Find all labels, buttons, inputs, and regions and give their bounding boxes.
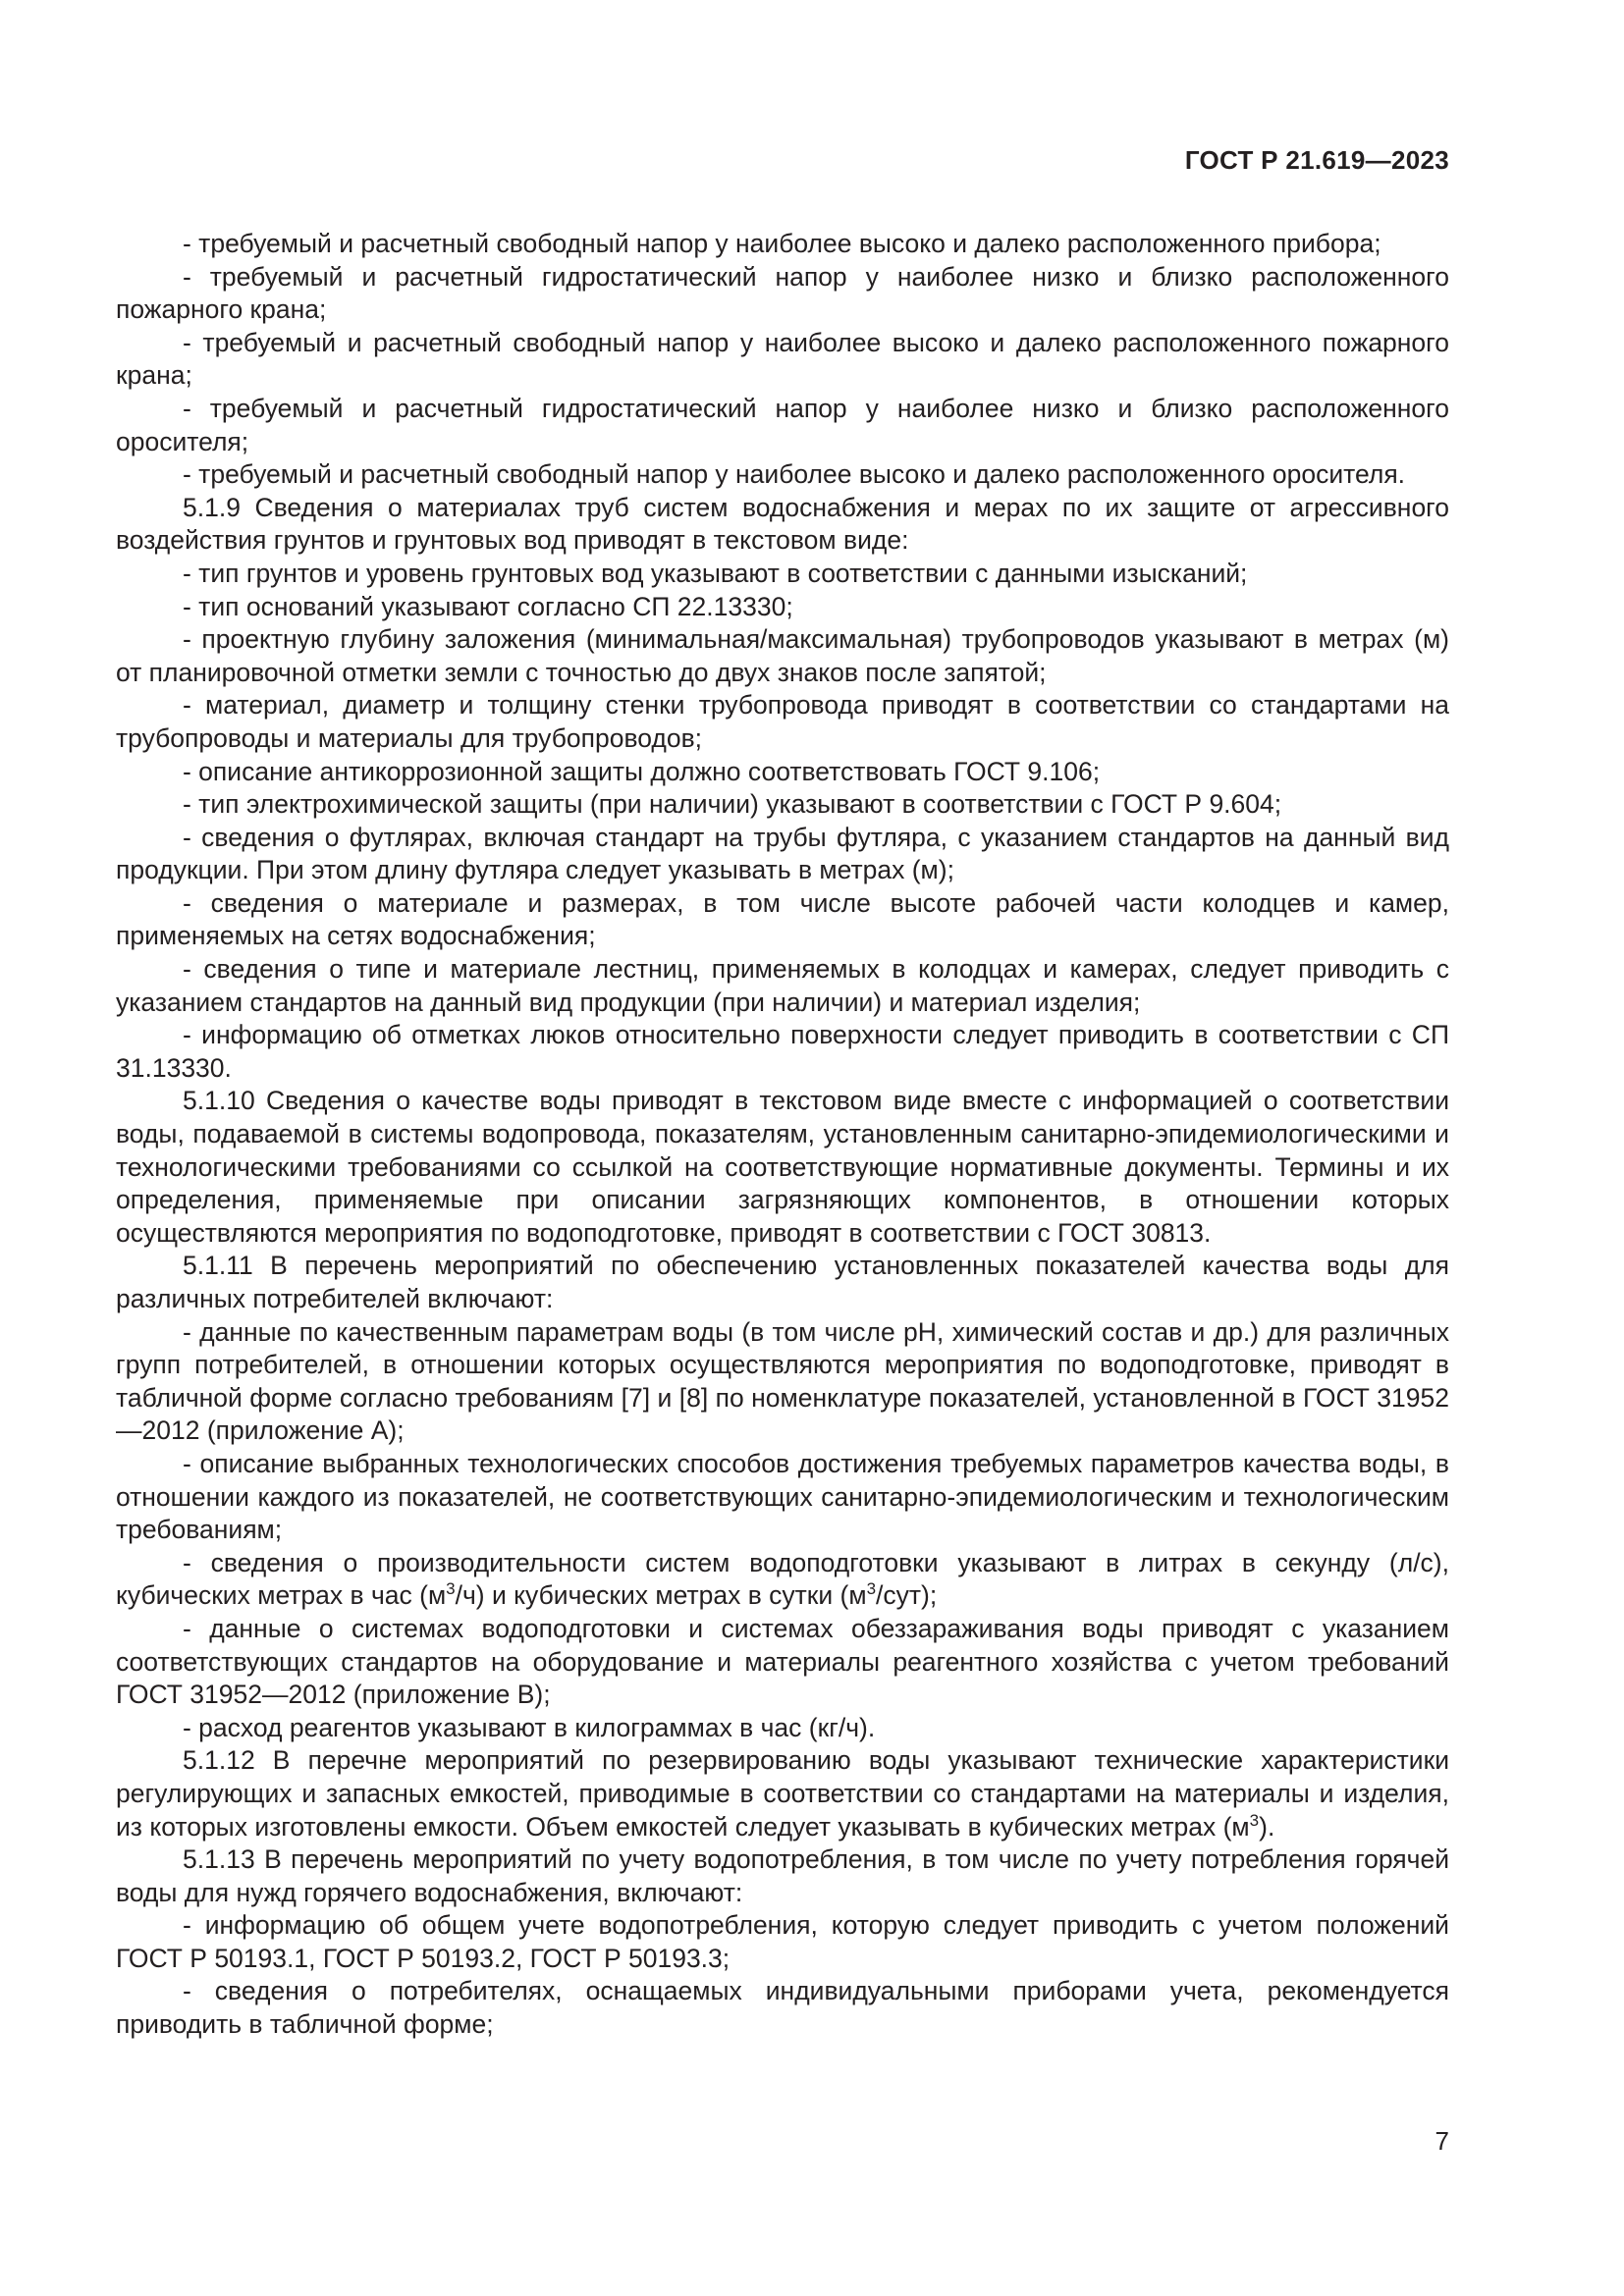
paragraph: - сведения о потребителях, оснащаемых индивидуальными приборами учета, рекомендуется приводить в табличной форме;: [116, 1976, 1449, 2040]
paragraph-flow-rate: [116, 1547, 1449, 1613]
paragraph: - сведения о материале и размерах, в том числе высоте рабочей части колодцев и камер, применяемых на сетях водоснабжения;: [116, 887, 1449, 951]
section-5-1-11: 5.1.11 В перечень мероприятий по обеспечению установленных показателей качества воды для различных потребителей включают:: [116, 1251, 1449, 1313]
paragraph: - требуемый и расчетный гидростатический напор у наиболее низко и близко расположенного оросителя;: [116, 393, 1449, 456]
superscript: 3: [446, 1579, 456, 1599]
text-run: /ч) и кубических метрах в сутки (м: [455, 1580, 867, 1611]
paragraph: - данные о системах водоподготовки и системах обеззараживания воды приводят с указанием соответствующих стандартов на оборудование и материалы реагентного хозяйства с учетом требований ГОСТ 31952—2012 (приложение В);: [116, 1613, 1449, 1710]
paragraph: - материал, диаметр и толщину стенки трубопровода приводят в соответствии со стандартами на трубопроводы и материалы для трубопроводов;: [116, 690, 1449, 753]
paragraph: - описание выбранных технологических способов достижения требуемых параметров качества воды, в отношении каждого из показателей, не соответствующих санитарно-эпидемиологическим и технологическим требованиям;: [116, 1448, 1449, 1545]
paragraph: - проектную глубину заложения (минимальная/максимальная) трубопроводов указывают в метрах (м) от планировочной отметки земли с точностью до двух знаков после запятой;: [116, 624, 1449, 687]
paragraph: - тип грунтов и уровень грунтовых вод указывают в соответствии с данными изысканий;: [183, 558, 1248, 588]
text-run: /сут);: [876, 1580, 938, 1611]
text-run: ).: [1259, 1811, 1275, 1842]
section-5-1-10: 5.1.10 Сведения о качестве воды приводят в текстовом виде вместе с информацией о соответствии воды, подаваемой в системы водопровода, показателям, установленным санитарно-эпидемиологическими и технологическими требованиями со ссылкой на соответствующие нормативные документы. Термины и их определения, применяемые при описании загрязняющих компонентов, в отношении которых осуществляются мероприятия по водоподготовке, приводят в соответствии с ГОСТ 30813.: [116, 1086, 1449, 1248]
body-text: [116, 228, 1449, 2042]
paragraph: - сведения о типе и материале лестниц, применяемых в колодцах и камерах, следует приводить с указанием стандартов на данный вид продукции (при наличии) и материал изделия;: [116, 954, 1449, 1017]
paragraph: - требуемый и расчетный свободный напор у наиболее высоко и далеко расположенного пожарного крана;: [116, 327, 1449, 391]
paragraph: - тип оснований указывают согласно СП 22.13330;: [183, 591, 793, 621]
paragraph: - требуемый и расчетный свободный напор у наиболее высоко и далеко расположенного прибора;: [183, 229, 1381, 258]
paragraph: - информацию об отметках люков относительно поверхности следует приводить в соответствии с СП 31.13330.: [116, 1020, 1449, 1083]
paragraph: - требуемый и расчетный гидростатический напор у наиболее низко и близко расположенного пожарного крана;: [116, 261, 1449, 325]
paragraph: - информацию об общем учете водопотребления, которую следует приводить с учетом положений ГОСТ Р 50193.1, ГОСТ Р 50193.2, ГОСТ Р 50193.3;: [116, 1910, 1449, 1973]
document-header: ГОСТ Р 21.619—2023: [1184, 145, 1449, 175]
paragraph: - расход реагентов указывают в килограммах в час (кг/ч).: [183, 1712, 876, 1742]
paragraph: - описание антикоррозионной защиты должно соответствовать ГОСТ 9.106;: [183, 756, 1101, 786]
superscript: 3: [866, 1579, 877, 1599]
superscript: 3: [1249, 1810, 1260, 1830]
text-run: 5.1.12 В перечне мероприятий по резервированию воды указывают технические характеристики регулирующих и запасных емкостей, приводимые в соответствии со стандартами на материалы и изделия, из которых изготовлены емкости. Объем емкостей следует указывать в кубических метрах (м: [116, 1745, 1449, 1842]
text-run: - сведения о производительности систем водоподготовки указывают в литрах в секунду (л/с), кубических метрах в час (м: [116, 1547, 1449, 1611]
section-5-1-13: 5.1.13 В перечень мероприятий по учету водопотребления, в том числе по учету потребления горячей воды для нужд горячего водоснабжения, включают:: [116, 1844, 1449, 1907]
paragraph: - требуемый и расчетный свободный напор у наиболее высоко и далеко расположенного оросителя.: [183, 459, 1406, 490]
section-5-1-12: [116, 1744, 1449, 1843]
paragraph: - сведения о футлярах, включая стандарт на трубы футляра, с указанием стандартов на данный вид продукции. При этом длину футляра следует указывать в метрах (м);: [116, 822, 1449, 885]
section-5-1-9: 5.1.9 Сведения о материалах труб систем водоснабжения и мерах по их защите от агрессивного воздействия грунтов и грунтовых вод приводят в текстовом виде:: [116, 492, 1449, 556]
paragraph: - тип электрохимической защиты (при наличии) указывают в соответствии с ГОСТ Р 9.604;: [183, 789, 1282, 820]
page-number: 7: [1435, 2126, 1449, 2156]
paragraph: - данные по качественным параметрам воды (в том числе pH, химический состав и др.) для различных групп потребителей, в отношении которых осуществляются мероприятия по водоподготовке, приводят в табличной форме согласно требованиям [7] и [8] по номенклатуре показателей, установленной в ГОСТ 31952—2012 (приложение А);: [116, 1316, 1449, 1446]
